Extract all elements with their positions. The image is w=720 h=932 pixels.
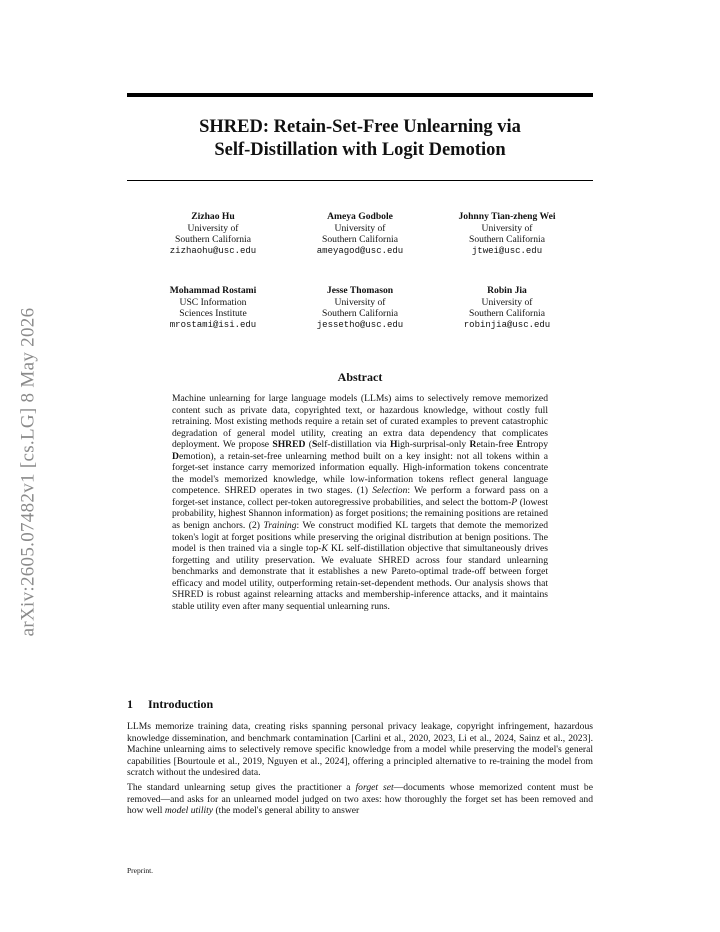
author-row-2 (140, 285, 580, 331)
math-symbol: K (321, 543, 328, 555)
author-affiliation: Southern California (322, 234, 398, 245)
author-affiliation: University of (334, 296, 386, 308)
abstract-text: elf-distillation via (317, 439, 390, 451)
author-name: Robin Jia (487, 285, 527, 296)
abstract-heading: Abstract (337, 370, 383, 384)
emphasis-term: model utility (164, 805, 214, 817)
arxiv-side-stamp (6, 262, 50, 682)
abstract-text: igh-surprisal-only (397, 439, 470, 451)
intro-paragraph-1: LLMs memorize training data, creating risks spanning personal privacy leakage, copyright infringement, hazardous knowledge dissemination, and benchmark contamination [Carlini et al., 2020, 2023, Li et al., 2024, Sainz et al., 2023]. Machine unlearning aims to selectively remove specific knowledge from a model while preserving the model's general capabilities [Bourtoule et al., 2019, Nguyen et al., 2024], offering a principled alternative to re-training the model from scratch without the undesired data. (127, 721, 593, 779)
author-name: Johnny Tian-zheng Wei (458, 211, 556, 222)
intro-paragraph-2 (127, 782, 593, 817)
abstract-text: Machine unlearning for large language models (LLMs) aims to selectively remove memorized content such as private data, copyrighted text, or hazardous knowledge, without costly full retraining. Most existing methods require a retain set of curated examples to prevent catastrophic degradation of general model utility, creating an extra data dependency that complicates deployment. We propose (172, 393, 548, 451)
stage-label: Training (263, 520, 297, 532)
author-affiliation: University of (334, 222, 386, 234)
method-name: SHRED (272, 439, 306, 451)
author-block (287, 211, 433, 257)
preprint-footnote: Preprint. (127, 866, 154, 875)
abstract-text: ntropy (522, 439, 548, 451)
acronym-letter: S (311, 439, 318, 451)
author-email: jtwei@usc.edu (471, 245, 543, 256)
section-number: 1 (127, 697, 133, 711)
author-email: mrostami@isi.edu (169, 319, 257, 330)
math-symbol: P (511, 496, 518, 508)
abstract-text: etain-free (476, 439, 517, 451)
author-block (140, 211, 286, 257)
author-name: Mohammad Rostami (169, 285, 257, 296)
abstract-body (172, 393, 548, 612)
acronym-letter: H (390, 439, 398, 451)
author-block (434, 211, 580, 257)
paragraph-text: (the model's general ability to answer (213, 805, 360, 817)
author-block (140, 285, 286, 331)
author-email: jessetho@usc.edu (316, 319, 404, 330)
paragraph-text: The standard unlearning setup gives the practitioner a (127, 782, 356, 793)
author-affiliation: Southern California (469, 234, 545, 245)
author-affiliation: University of (481, 296, 533, 308)
emphasis-term: forget set (355, 782, 394, 793)
author-name: Zizhao Hu (191, 211, 235, 222)
author-affiliation: USC Information (179, 296, 247, 308)
author-affiliation: University of (481, 222, 533, 234)
abstract-text: : We construct modified KL targets that demote the memorized token's logit at forget positions while preserving the original distribution at benign positions. The model is then trained via a single top- (172, 520, 548, 555)
author-affiliation: University of (187, 222, 239, 234)
author-email: ameyagod@usc.edu (316, 245, 404, 256)
title-bottom-rule (127, 180, 593, 181)
acronym-letter: R (469, 439, 477, 451)
acronym-letter: E (516, 439, 523, 451)
abstract-text: (lowest probability, highest Shannon information) as forget positions; the remaining positions are retained as benign anchors. (2) (172, 496, 548, 532)
author-email: zizhaohu@usc.edu (169, 245, 257, 256)
title-line-1: SHRED: Retain-Set-Free Unlearning via (199, 117, 521, 137)
section-heading (127, 697, 213, 712)
title-line-2: Self-Distillation with Logit Demotion (214, 140, 506, 160)
arxiv-identifier: arXiv:2605.07482v1 [cs.LG] 8 May 2026 (17, 307, 38, 637)
abstract-text: emotion), a retain-set-free unlearning method built on a key insight: not all tokens within a forget-set instance carry memorized information equally. High-information tokens concentrate the model's memorized knowledge, while low-information tokens reflect general language competence. SHRED operates in two stages. (1) (172, 450, 548, 497)
author-affiliation: Sciences Institute (179, 308, 247, 319)
paragraph-text: —documents whose memorized content must be removed—and asks for an unlearned model judged on two axes: how thoroughly the forget set has been removed and how well (127, 782, 593, 817)
paper-title (127, 116, 593, 162)
stage-label: Selection (372, 485, 408, 497)
author-affiliation: Southern California (469, 308, 545, 319)
abstract-text: KL self-distillation objective that simultaneously drives forgetting and utility preservation. We evaluate SHRED across four standard unlearning benchmarks and demonstrate that it establishes a new Pareto-optimal trade-off between forget efficacy and model utility, outperforming retain-set-dependent methods. Our analysis shows that SHRED is robust against relearning attacks and membership-inference attacks, and it maintains stable utility even after many sequential unlearning runs. (172, 543, 549, 612)
author-block (434, 285, 580, 331)
abstract-text: ( (305, 439, 312, 451)
author-email: robinjia@usc.edu (463, 319, 551, 330)
author-name: Ameya Godbole (327, 211, 393, 222)
author-affiliation: Southern California (175, 234, 251, 245)
author-row-1 (140, 211, 580, 257)
author-name: Jesse Thomason (326, 285, 394, 296)
acronym-letter: D (172, 450, 179, 462)
title-top-rule (127, 93, 593, 97)
author-affiliation: Southern California (322, 308, 398, 319)
author-block (287, 285, 433, 331)
section-title-text: Introduction (148, 697, 214, 711)
abstract-text: : We perform a forward pass on a forget-set instance, collect per-token autoregressive probabilities, and select the bottom- (172, 485, 548, 508)
